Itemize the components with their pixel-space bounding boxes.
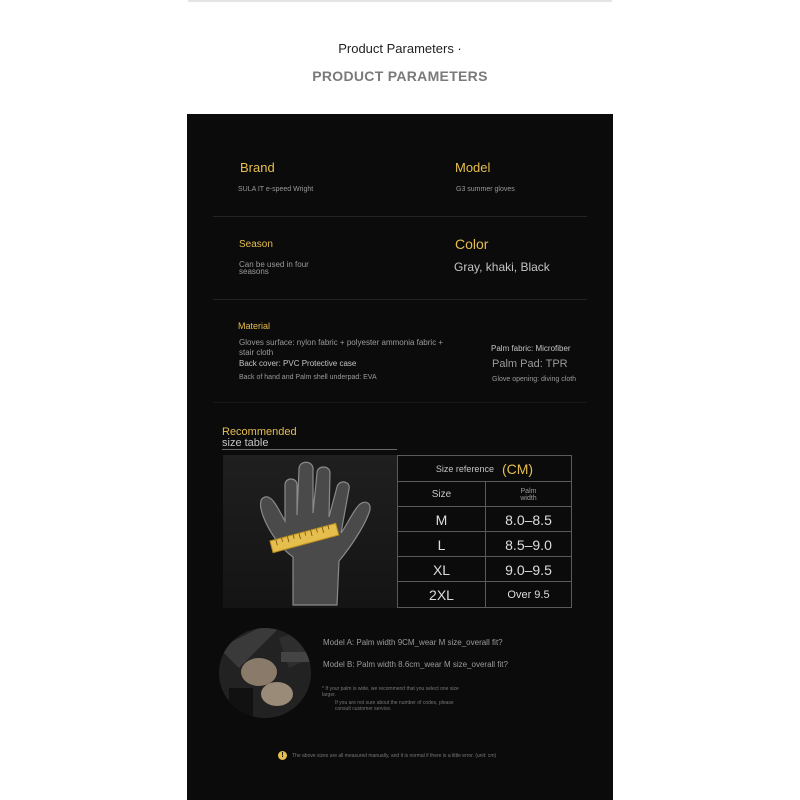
material-label: Material — [238, 321, 271, 331]
model-b-note: Model B: Palm width 8.6cm_wear M size_overall fit? — [323, 660, 508, 669]
size-reference-label: Size reference — [435, 463, 494, 474]
table-row — [398, 556, 571, 582]
parameters-panel — [187, 114, 613, 800]
col-palm-header-line2: width — [520, 494, 537, 502]
service-note: consult customer service. — [335, 706, 392, 712]
material-line: Back cover: PVC Protective case — [239, 359, 357, 368]
glove-illustration — [223, 455, 397, 608]
brand-value: SULA IT e-speed Wright — [238, 186, 314, 193]
divider — [213, 216, 587, 217]
width-cell: Over 9.5 — [507, 589, 550, 601]
width-cell: 9.0–9.5 — [505, 561, 552, 578]
col-size-header: Size — [431, 489, 452, 500]
model-photo — [219, 628, 311, 718]
model-value: G3 summer gloves — [456, 186, 515, 193]
footer-note: The above sizes are all measured manually, and it is normal if there is a little error. (unit: cm) — [292, 753, 497, 759]
section-title: Product Parameters · — [338, 41, 462, 56]
season-label: Season — [239, 239, 273, 250]
model-label: Model — [455, 160, 491, 175]
material-line: Back of hand and Palm shell underpad: EVA — [239, 374, 377, 381]
col-palm-header-line1: Palm — [520, 487, 537, 495]
glove-opening: Glove opening: diving cloth — [492, 376, 577, 383]
palm-fabric: Palm fabric: Microfiber — [491, 344, 571, 353]
divider — [213, 299, 587, 300]
size-note: larger. — [322, 692, 336, 698]
size-table-title: Recommended — [222, 426, 297, 438]
divider — [213, 402, 587, 403]
hand-measure-icon — [223, 455, 397, 608]
gloved-hands-image — [219, 628, 311, 718]
brand-label: Brand — [240, 160, 275, 175]
table-row — [398, 581, 571, 608]
size-cell: XL — [432, 561, 451, 578]
title-underline — [222, 449, 397, 450]
unit-label: (CM) — [501, 460, 534, 477]
palm-pad: Palm Pad: TPR — [492, 358, 568, 370]
size-cell: L — [437, 536, 446, 553]
table-header-row — [398, 481, 571, 507]
width-cell: 8.0–8.5 — [505, 511, 552, 528]
season-value-2: seasons — [239, 267, 269, 276]
size-note: * If your palm is wide, we recommend that you select one size — [322, 686, 459, 692]
size-cell: M — [435, 511, 448, 528]
width-cell: 8.5–9.0 — [505, 536, 552, 553]
warning-icon: ! — [278, 751, 287, 760]
size-cell: 2XL — [429, 587, 454, 603]
size-table — [397, 455, 572, 608]
col-palm-header — [486, 482, 571, 507]
service-note: If you are not sure about the number of codes, please — [335, 700, 454, 706]
material-line: stair cloth — [239, 348, 274, 357]
model-a-note: Model A: Palm width 9CM_wear M size_overall fit? — [323, 638, 503, 647]
season-value: Can be used in four — [239, 260, 309, 269]
section-title-en: PRODUCT PARAMETERS — [312, 68, 488, 84]
table-row — [398, 531, 571, 557]
color-label: Color — [455, 236, 489, 252]
size-reference-header — [398, 456, 571, 481]
material-line: Gloves surface: nylon fabric + polyester ammonia fabric + — [239, 338, 444, 347]
size-table-subtitle: size table — [222, 437, 269, 449]
table-row — [398, 506, 571, 532]
color-value: Gray, khaki, Black — [454, 260, 550, 274]
top-divider — [188, 0, 612, 2]
